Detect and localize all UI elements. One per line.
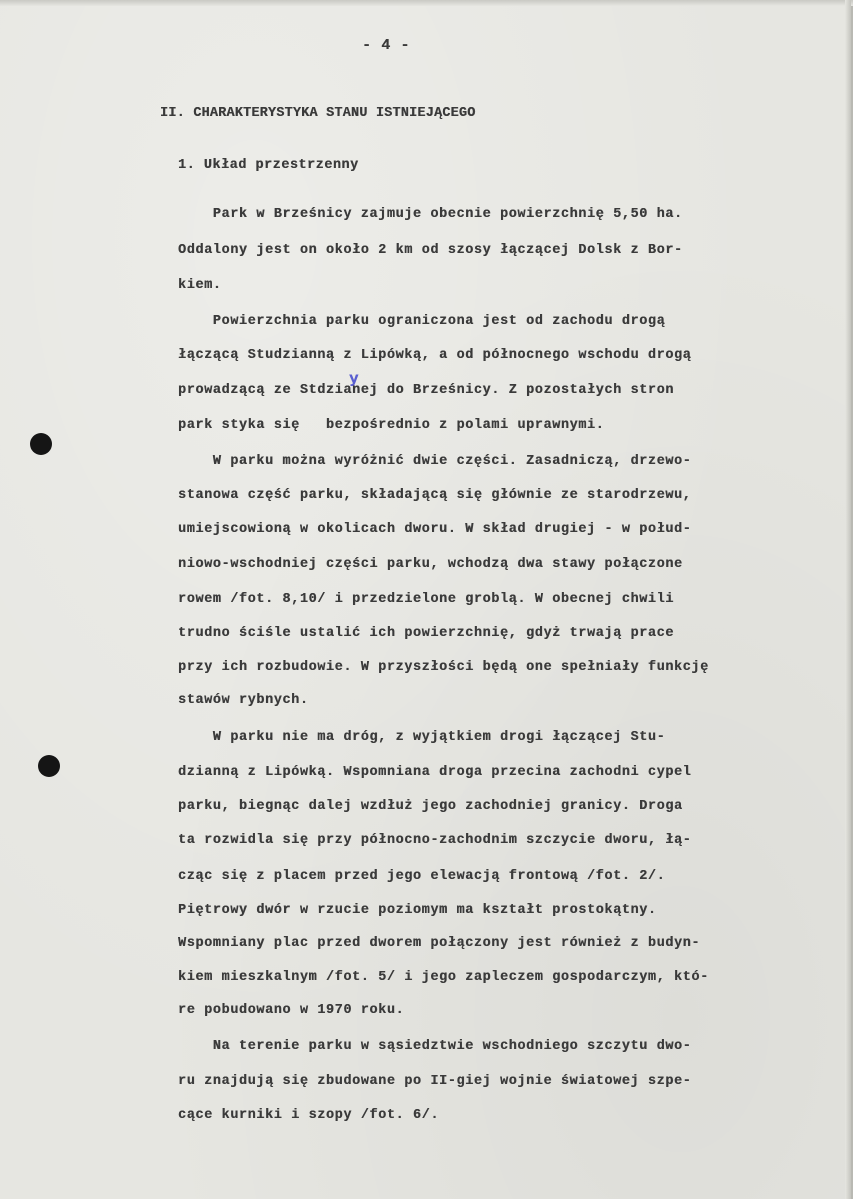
body-line: park styka się bezpośrednio z polami uprawnymi. [178, 418, 605, 433]
body-line: re pobudowano w 1970 roku. [178, 1003, 405, 1018]
body-line: W parku nie ma dróg, z wyjątkiem drogi łączącej Stu- [178, 730, 666, 745]
page-number: - 4 - [362, 37, 411, 54]
subheading: 1. Układ przestrzenny [178, 158, 359, 173]
body-line: prowadzącą ze Stdzianej do Brześnicy. Z pozostałych stron [178, 383, 674, 398]
body-line: parku, biegnąc dalej wzdłuż jego zachodniej granicy. Droga [178, 799, 683, 814]
body-line: stanowa część parku, składającą się głównie ze starodrzewu, [178, 488, 692, 503]
punch-hole-lower [38, 755, 60, 777]
body-line: W parku można wyróżnić dwie części. Zasadniczą, drzewo- [178, 454, 692, 469]
body-line: przy ich rozbudowie. W przyszłości będą one spełniały funkcję [178, 660, 709, 675]
body-line: cące kurniki i szopy /fot. 6/. [178, 1108, 440, 1123]
body-line: Park w Brześnicy zajmuje obecnie powierzchnię 5,50 ha. [178, 207, 683, 222]
body-line: trudno ściśle ustalić ich powierzchnię, gdyż trwają prace [178, 626, 674, 641]
body-line: Na terenie parku w sąsiedztwie wschodniego szczytu dwo- [178, 1039, 692, 1054]
body-line: ta rozwidla się przy północno-zachodnim szczycie dworu, łą- [178, 833, 692, 848]
body-line: niowo-wschodniej części parku, wchodzą dwa stawy połączone [178, 557, 683, 572]
punch-hole-upper [30, 433, 52, 455]
paper-top-edge [0, 0, 853, 6]
body-line: Wspomniany plac przed dworem połączony jest również z budyn- [178, 936, 701, 951]
paper-right-edge [845, 0, 851, 1199]
body-line: Piętrowy dwór w rzucie poziomym ma kształt prostokątny. [178, 903, 657, 918]
handwritten-correction-mark: y [349, 369, 359, 387]
body-line: ru znajdują się zbudowane po II-giej wojnie światowej szpe- [178, 1074, 692, 1089]
body-line: umiejscowioną w okolicach dworu. W skład drugiej - w połud- [178, 522, 692, 537]
body-line: kiem mieszkalnym /fot. 5/ i jego zapleczem gospodarczym, któ- [178, 970, 709, 985]
body-line: Oddalony jest on około 2 km od szosy łączącej Dolsk z Bor- [178, 243, 683, 258]
body-line: kiem. [178, 278, 222, 293]
body-line: stawów rybnych. [178, 693, 309, 708]
section-heading: II. CHARAKTERYSTYKA STANU ISTNIEJĄCEGO [160, 106, 476, 121]
body-line: cząc się z placem przed jego elewacją frontową /fot. 2/. [178, 869, 666, 884]
body-line: łączącą Studzianną z Lipówką, a od północnego wschodu drogą [178, 348, 692, 363]
body-line: Powierzchnia parku ograniczona jest od zachodu drogą [178, 314, 666, 329]
body-line: rowem /fot. 8,10/ i przedzielone groblą. W obecnej chwili [178, 592, 674, 607]
body-line: dzianną z Lipówką. Wspomniana droga przecina zachodni cypel [178, 765, 692, 780]
